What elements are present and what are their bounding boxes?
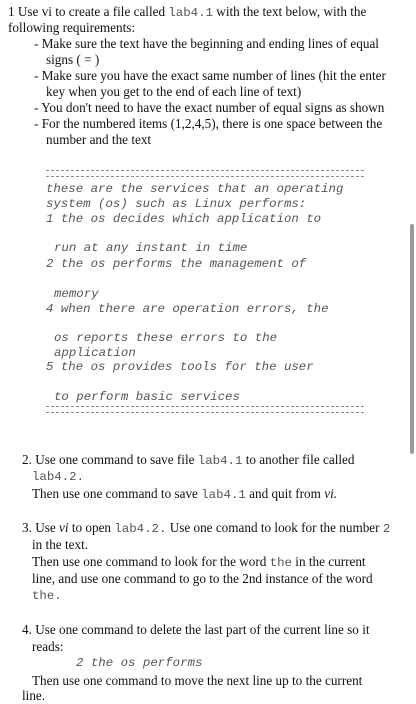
q3-word-the: the	[269, 556, 292, 570]
code-line-11: to perform basic services	[54, 390, 240, 404]
equals-line-top	[46, 170, 364, 177]
q3-vi-word: vi	[59, 520, 69, 535]
q4-line1: 4. Use one command to delete the last part of the current line so it	[22, 622, 370, 637]
q1-intro-text: 1 Use vi to create a file called	[8, 4, 169, 19]
q4-code: 2 the os performs	[76, 656, 203, 670]
q2-text: 2. Use one command to save file	[22, 452, 198, 467]
q1-intro-line1	[8, 4, 366, 21]
q1-requirement-2-cont: key when you get to the end of each line of text)	[46, 84, 302, 99]
q1-requirement-2: - Make sure you have the exact same number of lines (hit the enter	[34, 68, 386, 83]
code-line-1: these are the services that an operating	[46, 182, 344, 196]
q3-number: 2	[382, 522, 391, 536]
q3-line3-text-end: in the current	[292, 554, 366, 569]
q2-target-filename: lab4.2.	[32, 470, 85, 484]
q3-line1	[22, 520, 390, 537]
q1-intro-text-end: with the text below, with the	[213, 4, 367, 19]
q2-line3-text-mid: and quit from	[245, 486, 325, 501]
q2-line3-filename: lab4.1	[201, 488, 246, 502]
q3-text-b: to open	[68, 520, 115, 535]
scrollbar[interactable]	[410, 224, 414, 454]
q2-line1	[22, 452, 354, 469]
q1-requirement-4-cont: number and the text	[46, 132, 152, 147]
q3-line3	[32, 554, 366, 571]
q2-line3-text: Then use one command to save	[32, 486, 202, 501]
q2-vi-word: vi.	[324, 486, 338, 501]
q4-line4: Then use one command to move the next line up to the current	[32, 673, 363, 688]
q1-requirement-4: - For the numbered items (1,2,4,5), there is one space between the	[34, 116, 383, 131]
q2-line3	[32, 486, 337, 503]
code-line-3: 1 the os decides which application to	[46, 212, 322, 226]
code-line-6: memory	[54, 287, 99, 301]
code-line-8: os reports these errors to the	[54, 331, 278, 345]
q3-line2: in the text.	[32, 537, 89, 552]
code-line-10: 5 the os provides tools for the user	[46, 360, 314, 374]
q4-line5: line.	[22, 688, 46, 703]
q2-text-end: to another file called	[242, 452, 355, 467]
q3-text-a: 3. Use	[22, 520, 59, 535]
equals-line-bottom	[46, 406, 364, 413]
q2-filename: lab4.1	[197, 454, 243, 468]
code-line-7: 4 when there are operation errors, the	[46, 302, 329, 316]
code-line-4: run at any instant in time	[54, 241, 248, 255]
code-line-5: 2 the os performs the management of	[46, 257, 307, 271]
q4-line2: reads:	[32, 639, 64, 654]
q3-line3-text: Then use one command to look for the word	[32, 554, 270, 569]
q3-text-c: Use one comand to look for the number	[166, 520, 383, 535]
q1-requirement-3: - You don't need to have the exact number of equal signs as shown	[34, 100, 385, 115]
q1-intro-line2: following requirements:	[8, 20, 136, 35]
q1-requirement-1: - Make sure the text have the beginning and ending lines of equal	[34, 36, 379, 51]
code-line-2: system (os) such as Linux performs:	[46, 197, 307, 211]
q1-filename: lab4.1	[168, 6, 213, 20]
code-line-9: application	[54, 346, 136, 360]
q1-requirement-1-cont: signs ( = )	[46, 52, 100, 67]
q3-filename: lab4.2.	[114, 522, 167, 536]
q3-line5: the.	[32, 589, 62, 603]
q3-line4: line, and use one command to go to the 2nd instance of the word	[32, 571, 373, 586]
